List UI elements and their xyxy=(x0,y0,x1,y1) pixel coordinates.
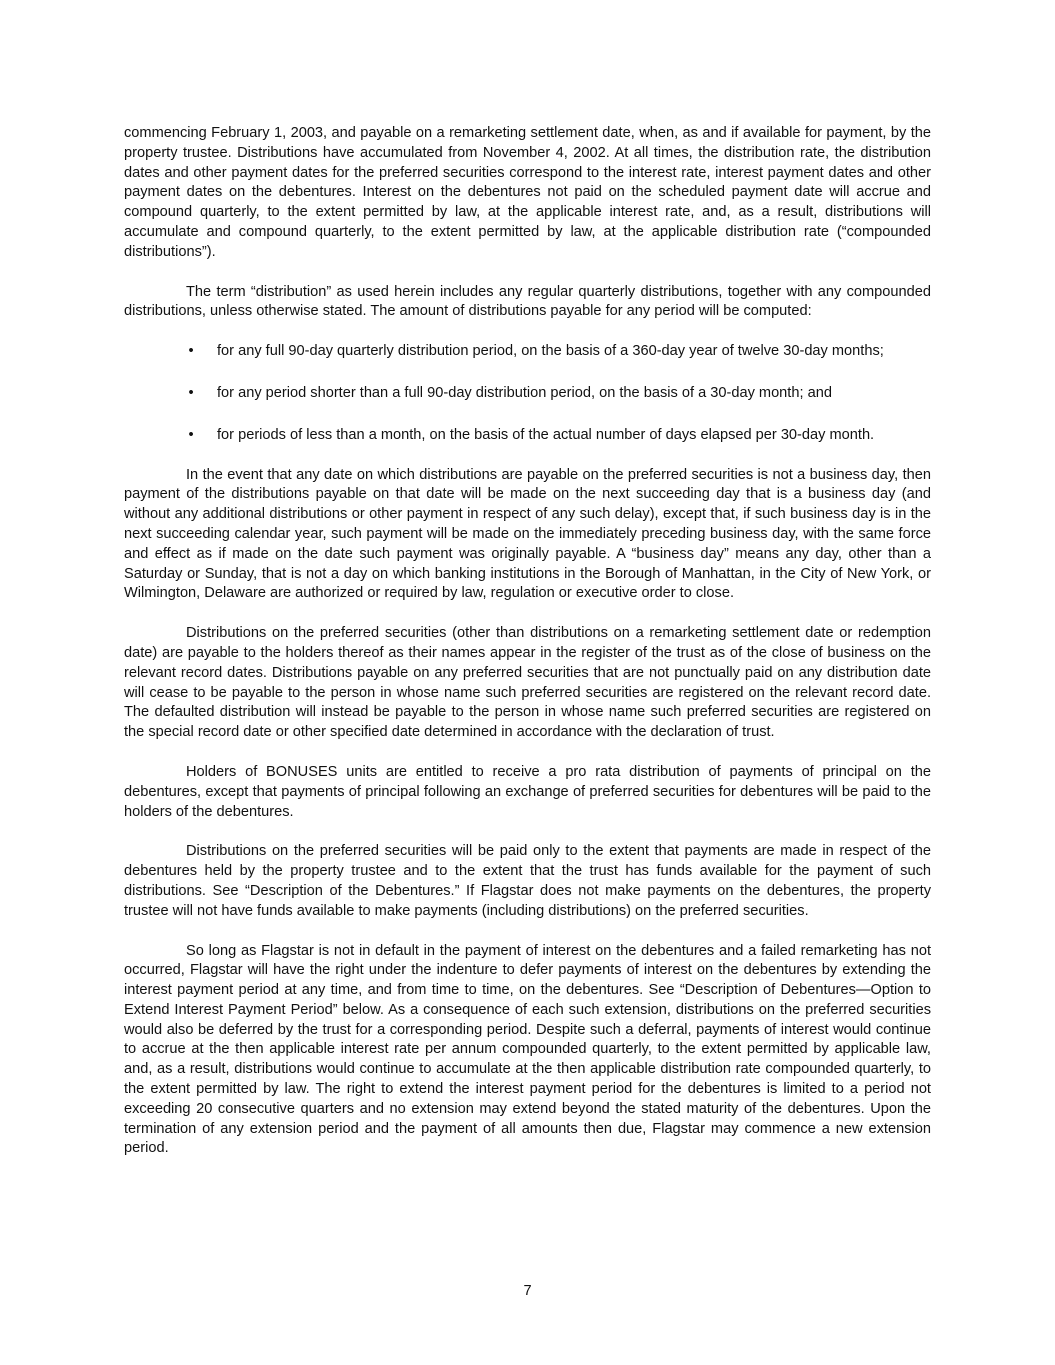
computation-bullet-list xyxy=(124,342,931,445)
bullet-text: for any full 90-day quarterly distribution period, on the basis of a 360-day year of twelve 30-day months; xyxy=(217,343,884,360)
paragraph-bonuses-units: Holders of BONUSES units are entitled to receive a pro rata distribution of payments of principal on the debentures, except that payments of principal following an exchange of preferred securities for debentures will be paid to the holders of the debentures. xyxy=(124,763,931,820)
document-body xyxy=(124,124,931,1179)
bullet-item xyxy=(124,384,931,404)
bullet-text: for periods of less than a month, on the basis of the actual number of days elapsed per 30-day month. xyxy=(217,426,875,443)
bullet-item xyxy=(124,342,931,362)
page-number: 7 xyxy=(523,1283,532,1299)
paragraph-business-day: In the event that any date on which distributions are payable on the preferred securities is not a business day, then payment of the distributions payable on that date will be made on the next succeeding day that is a business day (and without any additional distributions or other payment in respect of any such delay), except that, if such business day is in the next succeeding calendar year, such payment will be made on the immediately preceding business day, with the same force and effect as if made on the date such payment was originally payable. A “business day” means any day, other than a Saturday or Sunday, that is not a day on which banking institutions in the Borough of Manhattan, in the City of New York, or Wilmington, Delaware are authorized or required by law, regulation or executive order to close. xyxy=(124,466,931,602)
paragraph-extension-period: So long as Flagstar is not in default in the payment of interest on the debentures and a failed remarketing has not occurred, Flagstar will have the right under the indenture to defer payments of interest on the debentures by extending the interest payment period at any time, and from time to time, on the debentures. See “Description of Debentures—Option to Extend Interest Payment Period” below. As a consequence of each such extension, distributions on the preferred securities would also be deferred by the trust for a corresponding period. Despite such a deferral, payments of interest would continue to accrue at the then applicable interest rate per annum compounded quarterly, to the extent permitted by applicable law, and, as a result, distributions would continue to accumulate at the then applicable distribution rate compounded quarterly, to the extent permitted by law. The right to extend the interest payment period for the debentures is limited to a period not exceeding 20 consecutive quarters and no extension may extend beyond the stated maturity of the debentures. Upon the termination of any extension period and the payment of all amounts then due, Flagstar may commence a new extension period. xyxy=(124,942,931,1157)
bullet-item xyxy=(124,426,931,446)
bullet-icon: • xyxy=(188,384,194,401)
bullet-icon: • xyxy=(188,343,194,360)
paragraph-distribution-term: The term “distribution” as used herein includes any regular quarterly distributions, together with any compounded distributions, unless otherwise stated. The amount of distributions payable for any period will be computed: xyxy=(124,283,931,320)
paragraph-continuation: commencing February 1, 2003, and payable on a remarketing settlement date, when, as and if available for payment, by the property trustee. Distributions have accumulated from November 4, 2002. At all times, the distribution rate, the distribution dates and other payment dates for the preferred securities correspond to the interest rate, interest payment dates and other payment dates on the debentures. Interest on the debentures not paid on the scheduled payment date will accrue and compound quarterly, to the extent permitted by law, at the applicable interest rate, and, as a result, distributions will accumulate and compound quarterly, to the extent permitted by law, at the applicable distribution rate (“compounded distributions”). xyxy=(124,125,931,260)
paragraph-payment-extent: Distributions on the preferred securities will be paid only to the extent that payments are made in respect of the debentures held by the property trustee and to the extent that the trust has funds available for the payment of such distributions. See “Description of the Debentures.” If Flagstar does not make payments on the debentures, the property trustee will not have funds available to make payments (including distributions) on the preferred securities. xyxy=(124,843,931,919)
bullet-text: for any period shorter than a full 90-day distribution period, on the basis of a 30-day month; and xyxy=(217,384,832,401)
paragraph-record-dates: Distributions on the preferred securities (other than distributions on a remarketing settlement date or redemption date) are payable to the holders thereof as their names appear in the register of the trust as of the close of business on the relevant record dates. Distributions payable on any preferred securities that are not punctually paid on any distribution date will cease to be payable to the person in whose name such preferred securities are registered on the relevant record date. The defaulted distribution will instead be payable to the person in whose name such preferred securities are registered on the special record date or other specified date determined in accordance with the declaration of trust. xyxy=(124,625,931,741)
bullet-icon: • xyxy=(188,426,194,443)
